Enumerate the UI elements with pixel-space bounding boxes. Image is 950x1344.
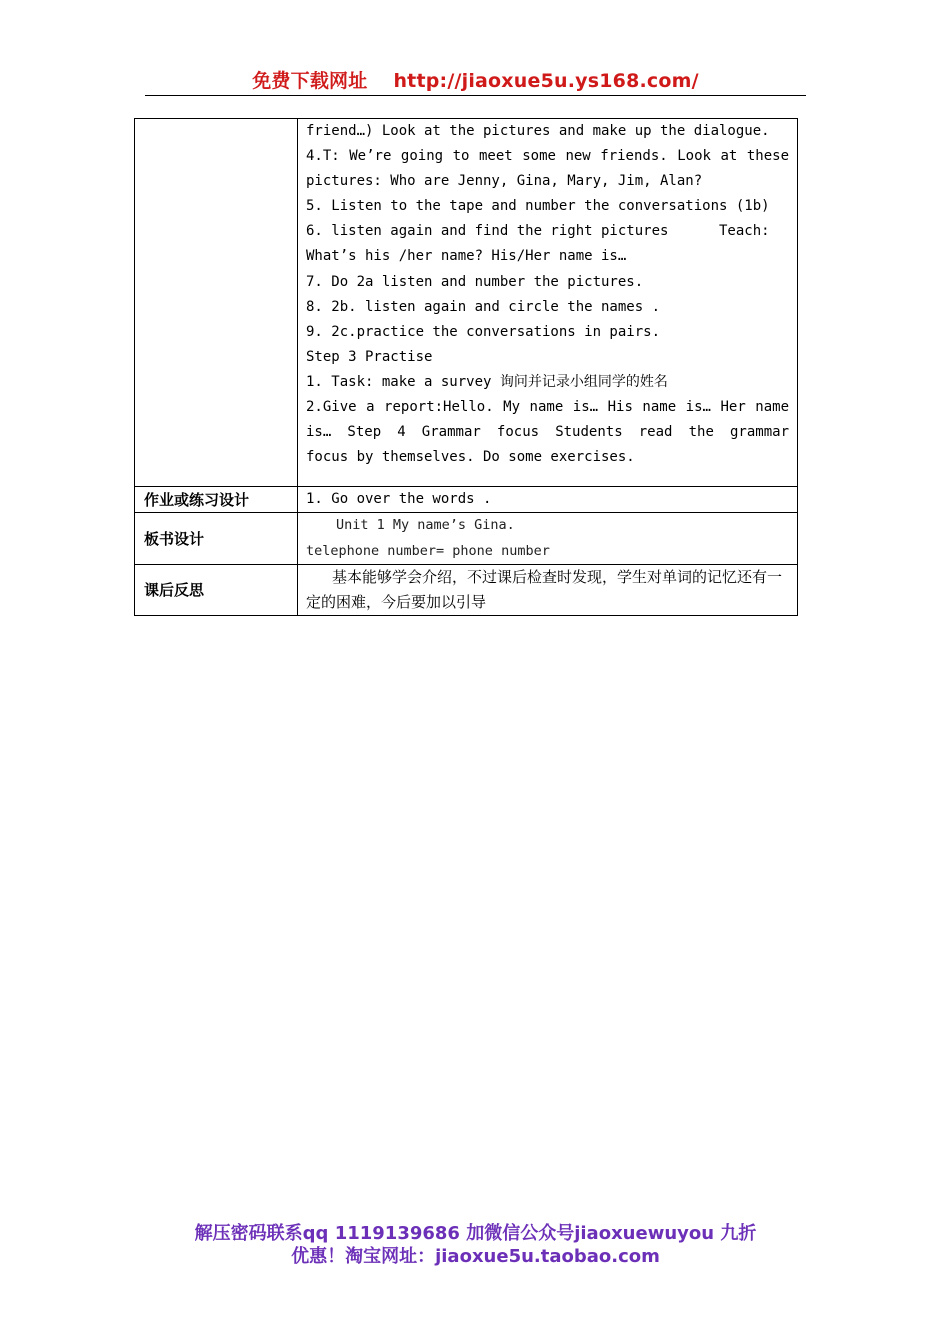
homework-text: 1. Go over the words . — [298, 487, 798, 513]
header-url-link[interactable]: http://jiaoxue5u.ys168.com/ — [393, 70, 699, 92]
footer-contact-line: 解压密码联系qq 1119139686 加微信公众号jiaoxuewuyou 九折 — [194, 1223, 757, 1244]
procedure-line: 5. Listen to the tape and number the conversations (1b) — [306, 198, 770, 215]
page-header — [145, 66, 806, 93]
footer-shop-line: 优惠！淘宝网址：jiaoxue5u.taobao.com — [291, 1246, 660, 1267]
procedure-line: pictures: Who are Jenny, Gina, Mary, Jim, Alan? — [306, 173, 703, 190]
header-label: 免费下载网址 — [252, 70, 368, 92]
table-row-procedure — [135, 119, 798, 487]
procedure-line: 9. 2c.practice the conversations in pairs. — [306, 323, 661, 340]
board-content-cell — [298, 513, 798, 564]
table-row-board — [135, 513, 798, 564]
table-row-reflection — [135, 564, 798, 615]
board-line-title: Unit 1 My name’s Gina. — [336, 517, 515, 534]
table-row-homework — [135, 487, 798, 513]
lesson-plan-table — [134, 118, 798, 616]
board-label: 板书设计 — [135, 513, 298, 564]
reflection-label: 课后反思 — [135, 564, 298, 615]
procedure-line: 8. 2b. listen again and circle the names . — [306, 298, 661, 315]
reflection-content-cell — [298, 564, 798, 615]
procedure-line: 6. listen again and find the right pictures Teach: — [306, 223, 770, 240]
procedure-line: focus by themselves. Do some exercises. — [306, 449, 635, 466]
procedure-line: friend…) Look at the pictures and make up the dialogue. — [306, 123, 770, 139]
procedure-line: 2.Give a report:Hello. My name is… His name is… Her name — [306, 399, 789, 416]
procedure-line: 1. Task: make a survey 询问并记录小组同学的姓名 — [306, 373, 668, 390]
homework-label: 作业或练习设计 — [135, 487, 298, 513]
procedure-line: 7. Do 2a listen and number the pictures. — [306, 273, 644, 290]
procedure-line: 4.T: We’re going to meet some new friends. Look at these — [306, 148, 789, 165]
reflection-text: 基本能够学会介绍，不过课后检查时发现，学生对单词的记忆还有一定的困难，今后要加以引导 — [306, 567, 783, 611]
procedure-line: is… Step 4 Grammar focus Students read the grammar — [306, 424, 789, 441]
procedure-label-cell — [135, 119, 298, 487]
procedure-line: What’s his /her name? His/Her name is… — [306, 248, 627, 265]
procedure-content-cell — [298, 119, 798, 487]
procedure-line: Step 3 Practise — [306, 348, 433, 365]
header-divider — [145, 95, 806, 96]
board-line-vocab: telephone number= phone number — [306, 542, 550, 559]
